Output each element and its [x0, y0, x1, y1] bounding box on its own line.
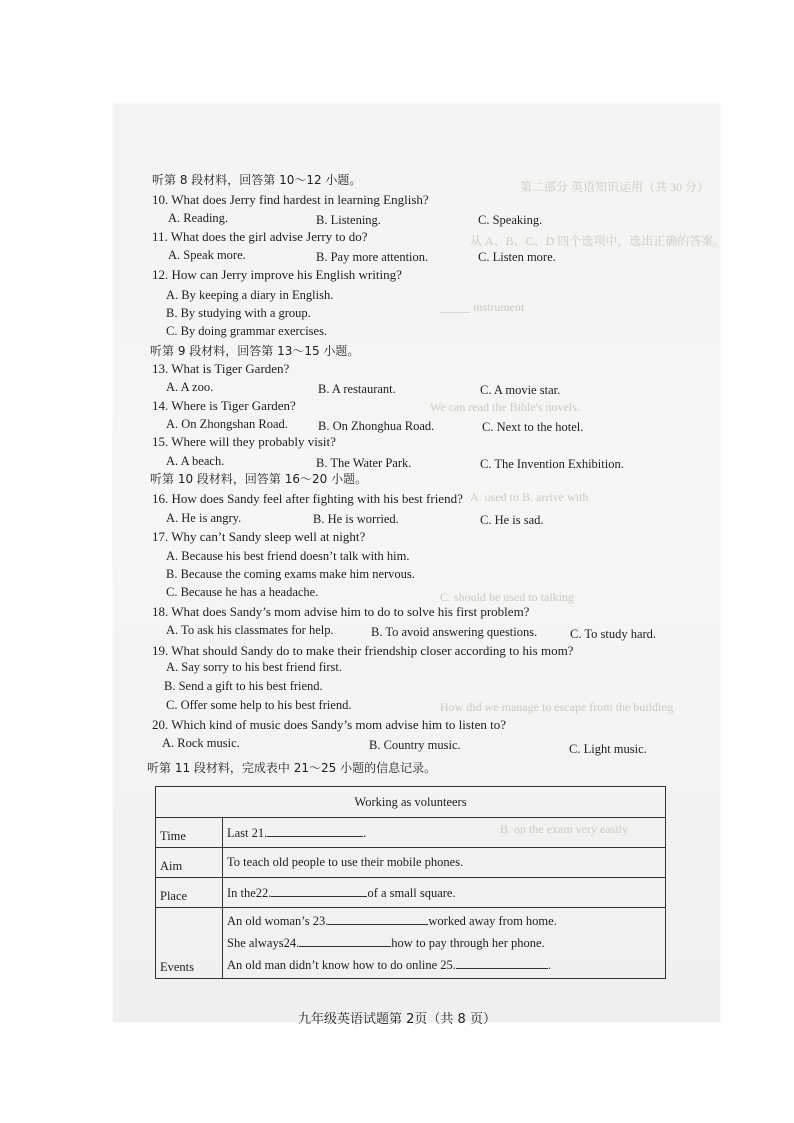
section-10-instruction: 听第 10 段材料，回答第 16～20 小题。	[150, 472, 368, 486]
question-14-stem: 14. Where is Tiger Garden?	[152, 398, 296, 413]
aim-text: To teach old people to use their mobile phones.	[223, 848, 666, 878]
aim-label: Aim	[156, 848, 223, 878]
question-19-option-b: B. Send a gift to his best friend.	[164, 679, 323, 693]
question-11-stem: 11. What does the girl advise Jerry to do?	[152, 229, 368, 244]
bleed-through-text: _____ instrument	[440, 300, 525, 314]
question-15-option-a: A. A beach.	[166, 454, 225, 468]
question-17-option-c: C. Because he has a headache.	[166, 585, 319, 599]
question-17-stem: 17. Why can’t Sandy sleep well at night?	[152, 529, 366, 544]
bleed-through-text: We can read the Bible's novels.	[430, 400, 580, 414]
time-cell: Last 21. .	[223, 818, 666, 848]
question-16-stem: 16. How does Sandy feel after fighting with his best friend?	[152, 491, 463, 506]
bleed-through-text: C. should be used to talking	[440, 590, 574, 604]
section-8-instruction: 听第 8 段材料，回答第 10～12 小题。	[152, 173, 362, 187]
question-10-option-b: B. Listening.	[316, 213, 381, 227]
answer-blank-21	[267, 824, 363, 837]
question-10-stem: 10. What does Jerry find hardest in learning English?	[152, 192, 429, 207]
events-cell	[223, 908, 666, 979]
question-10-option-a: A. Reading.	[168, 211, 229, 225]
event-3-text-start: An old man didn’t know how to do online 25.	[227, 958, 456, 972]
question-19-option-a: A. Say sorry to his best friend first.	[166, 660, 343, 674]
place-text-start: In the22.	[227, 886, 272, 900]
time-label: Time	[156, 818, 223, 848]
question-14-option-b: B. On Zhonghua Road.	[318, 419, 435, 433]
event-2-text-end: how to pay through her phone.	[391, 936, 545, 950]
question-20-stem: 20. Which kind of music does Sandy’s mom advise him to listen to?	[152, 717, 506, 732]
question-13-option-c: C. A movie star.	[480, 383, 561, 397]
volunteer-info-table	[155, 786, 666, 979]
question-15-option-b: B. The Water Park.	[316, 456, 412, 470]
question-14-option-c: C. Next to the hotel.	[482, 420, 584, 434]
question-20-option-a: A. Rock music.	[162, 736, 240, 750]
question-16-option-b: B. He is worried.	[313, 512, 399, 526]
place-cell	[223, 878, 666, 908]
section-11-instruction: 听第 11 段材料，完成表中 21～25 小题的信息记录。	[147, 761, 437, 775]
question-18-stem: 18. What does Sandy’s mom advise him to do to solve his first problem?	[152, 604, 530, 619]
answer-blank-22	[271, 884, 367, 897]
question-20-option-b: B. Country music.	[369, 738, 461, 752]
question-11-option-b: B. Pay more attention.	[316, 250, 429, 264]
place-label: Place	[156, 878, 223, 908]
place-text-end: of a small square.	[367, 886, 456, 900]
question-13-stem: 13. What is Tiger Garden?	[152, 361, 290, 376]
question-14-option-a: A. On Zhongshan Road.	[166, 417, 288, 431]
question-11-option-a: A. Speak more.	[168, 248, 246, 262]
question-15-stem: 15. Where will they probably visit?	[152, 434, 336, 449]
answer-blank-23	[328, 912, 428, 925]
bleed-through-text: 从 A、B、C、D 四个选项中，选出正确的答案。	[470, 234, 726, 248]
page-footer: 九年级英语试题第 2页（共 8 页）	[298, 1012, 496, 1027]
question-11-option-c: C. Listen more.	[478, 250, 556, 264]
event-3-text-end: .	[547, 958, 552, 972]
section-9-instruction: 听第 9 段材料，回答第 13～15 小题。	[150, 344, 360, 358]
question-16-option-c: C. He is sad.	[480, 513, 544, 527]
question-16-option-a: A. He is angry.	[166, 511, 242, 525]
question-19-stem: 19. What should Sandy do to make their friendship closer according to his mom?	[152, 643, 574, 658]
time-text: Last 21.	[227, 826, 268, 840]
question-13-option-a: A. A zoo.	[166, 380, 214, 394]
answer-blank-25	[456, 956, 548, 969]
question-17-option-b: B. Because the coming exams make him nervous.	[166, 567, 415, 581]
bleed-through-text: 第二部分 英语知识运用（共 30 分）	[520, 180, 710, 194]
bleed-through-text: B. on the exam very easily	[500, 822, 628, 836]
events-label: Events	[156, 908, 223, 979]
question-12-option-a: A. By keeping a diary in English.	[166, 288, 334, 302]
event-2-text-start: She always24.	[227, 936, 300, 950]
question-20-option-c: C. Light music.	[569, 742, 647, 756]
answer-blank-24	[299, 934, 391, 947]
event-1-text-end: worked away from home.	[428, 914, 557, 928]
question-10-option-c: C. Speaking.	[478, 213, 543, 227]
bleed-through-text: A. used to B. arrive with	[470, 490, 589, 504]
question-12-stem: 12. How can Jerry improve his English writing?	[152, 267, 402, 282]
question-12-option-b: B. By studying with a group.	[166, 306, 311, 320]
event-1-text-start: An old woman’s 23.	[227, 914, 329, 928]
question-19-option-c: C. Offer some help to his best friend.	[166, 698, 352, 712]
question-15-option-c: C. The Invention Exhibition.	[480, 457, 624, 471]
question-17-option-a: A. Because his best friend doesn’t talk with him.	[166, 549, 410, 563]
question-13-option-b: B. A restaurant.	[318, 382, 396, 396]
question-12-option-c: C. By doing grammar exercises.	[166, 324, 328, 338]
bleed-through-text: How did we manage to escape from the building	[440, 700, 674, 714]
table-title: Working as volunteers	[156, 787, 666, 818]
question-18-option-c: C. To study hard.	[570, 627, 657, 641]
question-18-option-b: B. To avoid answering questions.	[371, 625, 538, 639]
question-18-option-a: A. To ask his classmates for help.	[166, 623, 334, 637]
